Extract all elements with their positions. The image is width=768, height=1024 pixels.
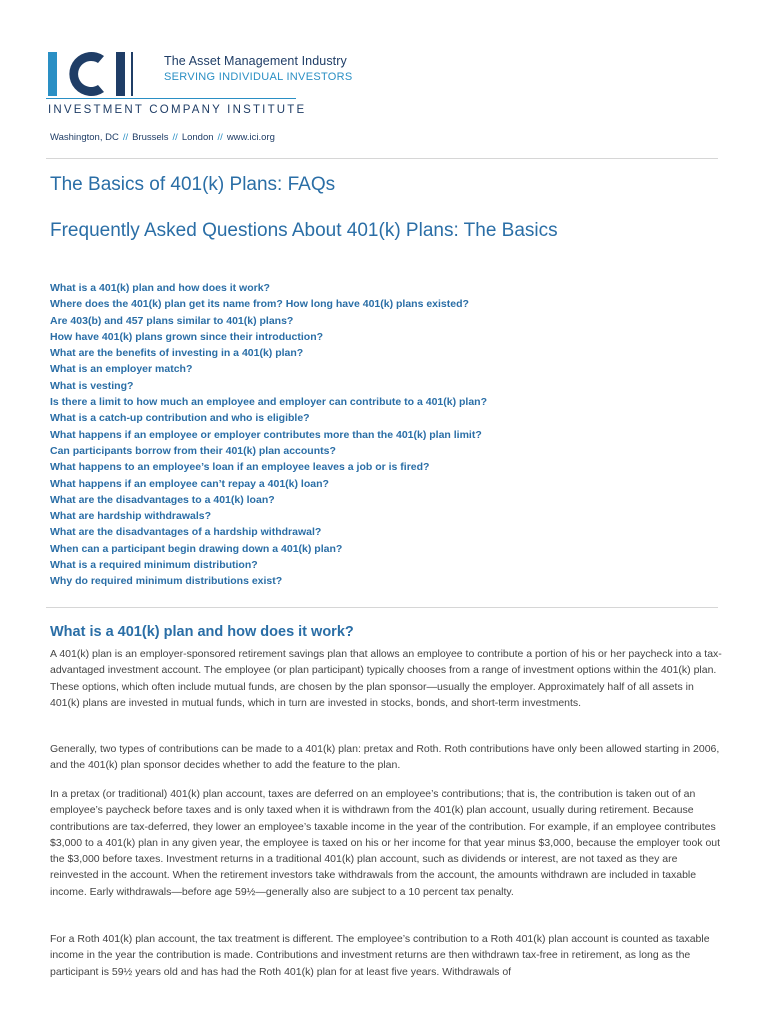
faq-link[interactable]: How have 401(k) plans grown since their introduction? [50, 330, 324, 343]
page-title: The Basics of 401(k) Plans: FAQs [50, 174, 336, 195]
location-london: London [181, 132, 214, 143]
page-subtitle: Frequently Asked Questions About 401(k) Plans: The Basics [50, 220, 558, 241]
body-paragraph: A 401(k) plan is an employer-sponsored retirement savings plan that allows an employee to contribute a portion of his or her paycheck into a tax-advantaged investment account. The employee (or plan participant) typically chooses from a range of investment options within the 401(k) plan. These options, which often include mutual funds, are chosen by the plan sponsor—usually the employer. Approximately half of all assets in 401(k) plans are invested in mutual funds, which in turn are invested in stocks, bonds, and short-term investments. [50, 648, 722, 709]
header-divider [46, 158, 718, 159]
organization-name: INVESTMENT COMPANY INSTITUTE [48, 104, 307, 116]
faq-link[interactable]: What are hardship withdrawals? [50, 510, 212, 523]
faq-link[interactable]: What happens if an employee or employer contributes more than the 401(k) plan limit? [50, 428, 482, 441]
section-heading: What is a 401(k) plan and how does it work? [50, 624, 354, 640]
faq-link[interactable]: What is a 401(k) plan and how does it work? [50, 282, 270, 294]
faq-link[interactable]: What happens to an employee’s loan if an employee leaves a job or is fired? [50, 461, 430, 474]
section-divider [46, 607, 718, 608]
location-washington: Washington, DC [50, 132, 119, 143]
faq-link[interactable]: What is a catch-up contribution and who is eligible? [50, 412, 310, 425]
faq-link[interactable]: When can a participant begin drawing down a 401(k) plan? [50, 542, 343, 555]
faq-link[interactable]: Why do required minimum distributions exist? [50, 575, 283, 588]
ici-logo-icon [46, 48, 158, 98]
faq-link[interactable]: Is there a limit to how much an employee and employer can contribute to a 401(k) plan? [50, 396, 488, 409]
logo-tagline-primary: The Asset Management Industry [164, 54, 347, 68]
website-link[interactable]: www.ici.org [226, 132, 275, 143]
faq-link[interactable]: What happens if an employee can’t repay a 401(k) loan? [50, 477, 329, 490]
faq-link[interactable]: What are the benefits of investing in a 401(k) plan? [50, 347, 304, 360]
faq-link[interactable]: Can participants borrow from their 401(k) plan accounts? [50, 444, 336, 457]
faq-link[interactable]: What are the disadvantages of a hardship withdrawal? [50, 526, 322, 539]
location-separator: // [122, 132, 129, 143]
faq-link-list [50, 280, 487, 590]
location-brussels: Brussels [132, 132, 169, 143]
location-separator: // [217, 132, 223, 143]
body-paragraph: Generally, two types of contributions can be made to a 401(k) plan: pretax and Roth. Roth contributions have only been allowed starting in 2006, and the 401(k) plan sponsor decides whether to add the feature to the plan. [50, 743, 720, 772]
faq-link[interactable]: What is a required minimum distribution? [50, 559, 258, 572]
office-locations [50, 132, 275, 143]
location-separator: // [172, 132, 178, 143]
faq-link[interactable]: Are 403(b) and 457 plans similar to 401(k) plans? [50, 314, 294, 327]
faq-link[interactable]: Where does the 401(k) plan get its name from? How long have 401(k) plans existed? [50, 298, 469, 311]
faq-link[interactable]: What are the disadvantages to a 401(k) loan? [50, 493, 275, 506]
logo-tagline-secondary: SERVING INDIVIDUAL INVESTORS [164, 71, 353, 83]
body-paragraph: For a Roth 401(k) plan account, the tax treatment is different. The employee’s contribution to a Roth 401(k) plan account is counted as taxable income in the year the contribution is made. Contributions and investment returns are then withdrawn tax-free in retirement, as long as the participant is 59½ years old and has had the Roth 401(k) plan for at least five years. Withdrawals of [50, 933, 710, 978]
logo-divider [46, 98, 296, 99]
faq-link[interactable]: What is an employer match? [50, 363, 193, 376]
faq-link[interactable]: What is vesting? [50, 379, 134, 392]
body-paragraph: In a pretax (or traditional) 401(k) plan account, taxes are deferred on an employee’s contributions; that is, the contribution is taken out of an employee’s paycheck before taxes and is only taxed when it is withdrawn from the 401(k) plan account, usually during retirement. Because contributions are tax-deferred, they lower an employee’s taxable income in the year of the contribution. For example, if an employee contributes $3,000 to a 401(k) plan in any given year, the employee is taxed on his or her income for that year minus $3,000, because the employer took out the $3,000 before taxes. Investment returns in a traditional 401(k) plan account, such as dividends or interest, are not taxed as they are reinvested in the account. When the retirement investors take withdrawals from the account, the amounts withdrawn are included in taxable income. Early withdrawals—before age 59½—generally also are subject to a 10 percent tax penalty. [50, 788, 721, 898]
